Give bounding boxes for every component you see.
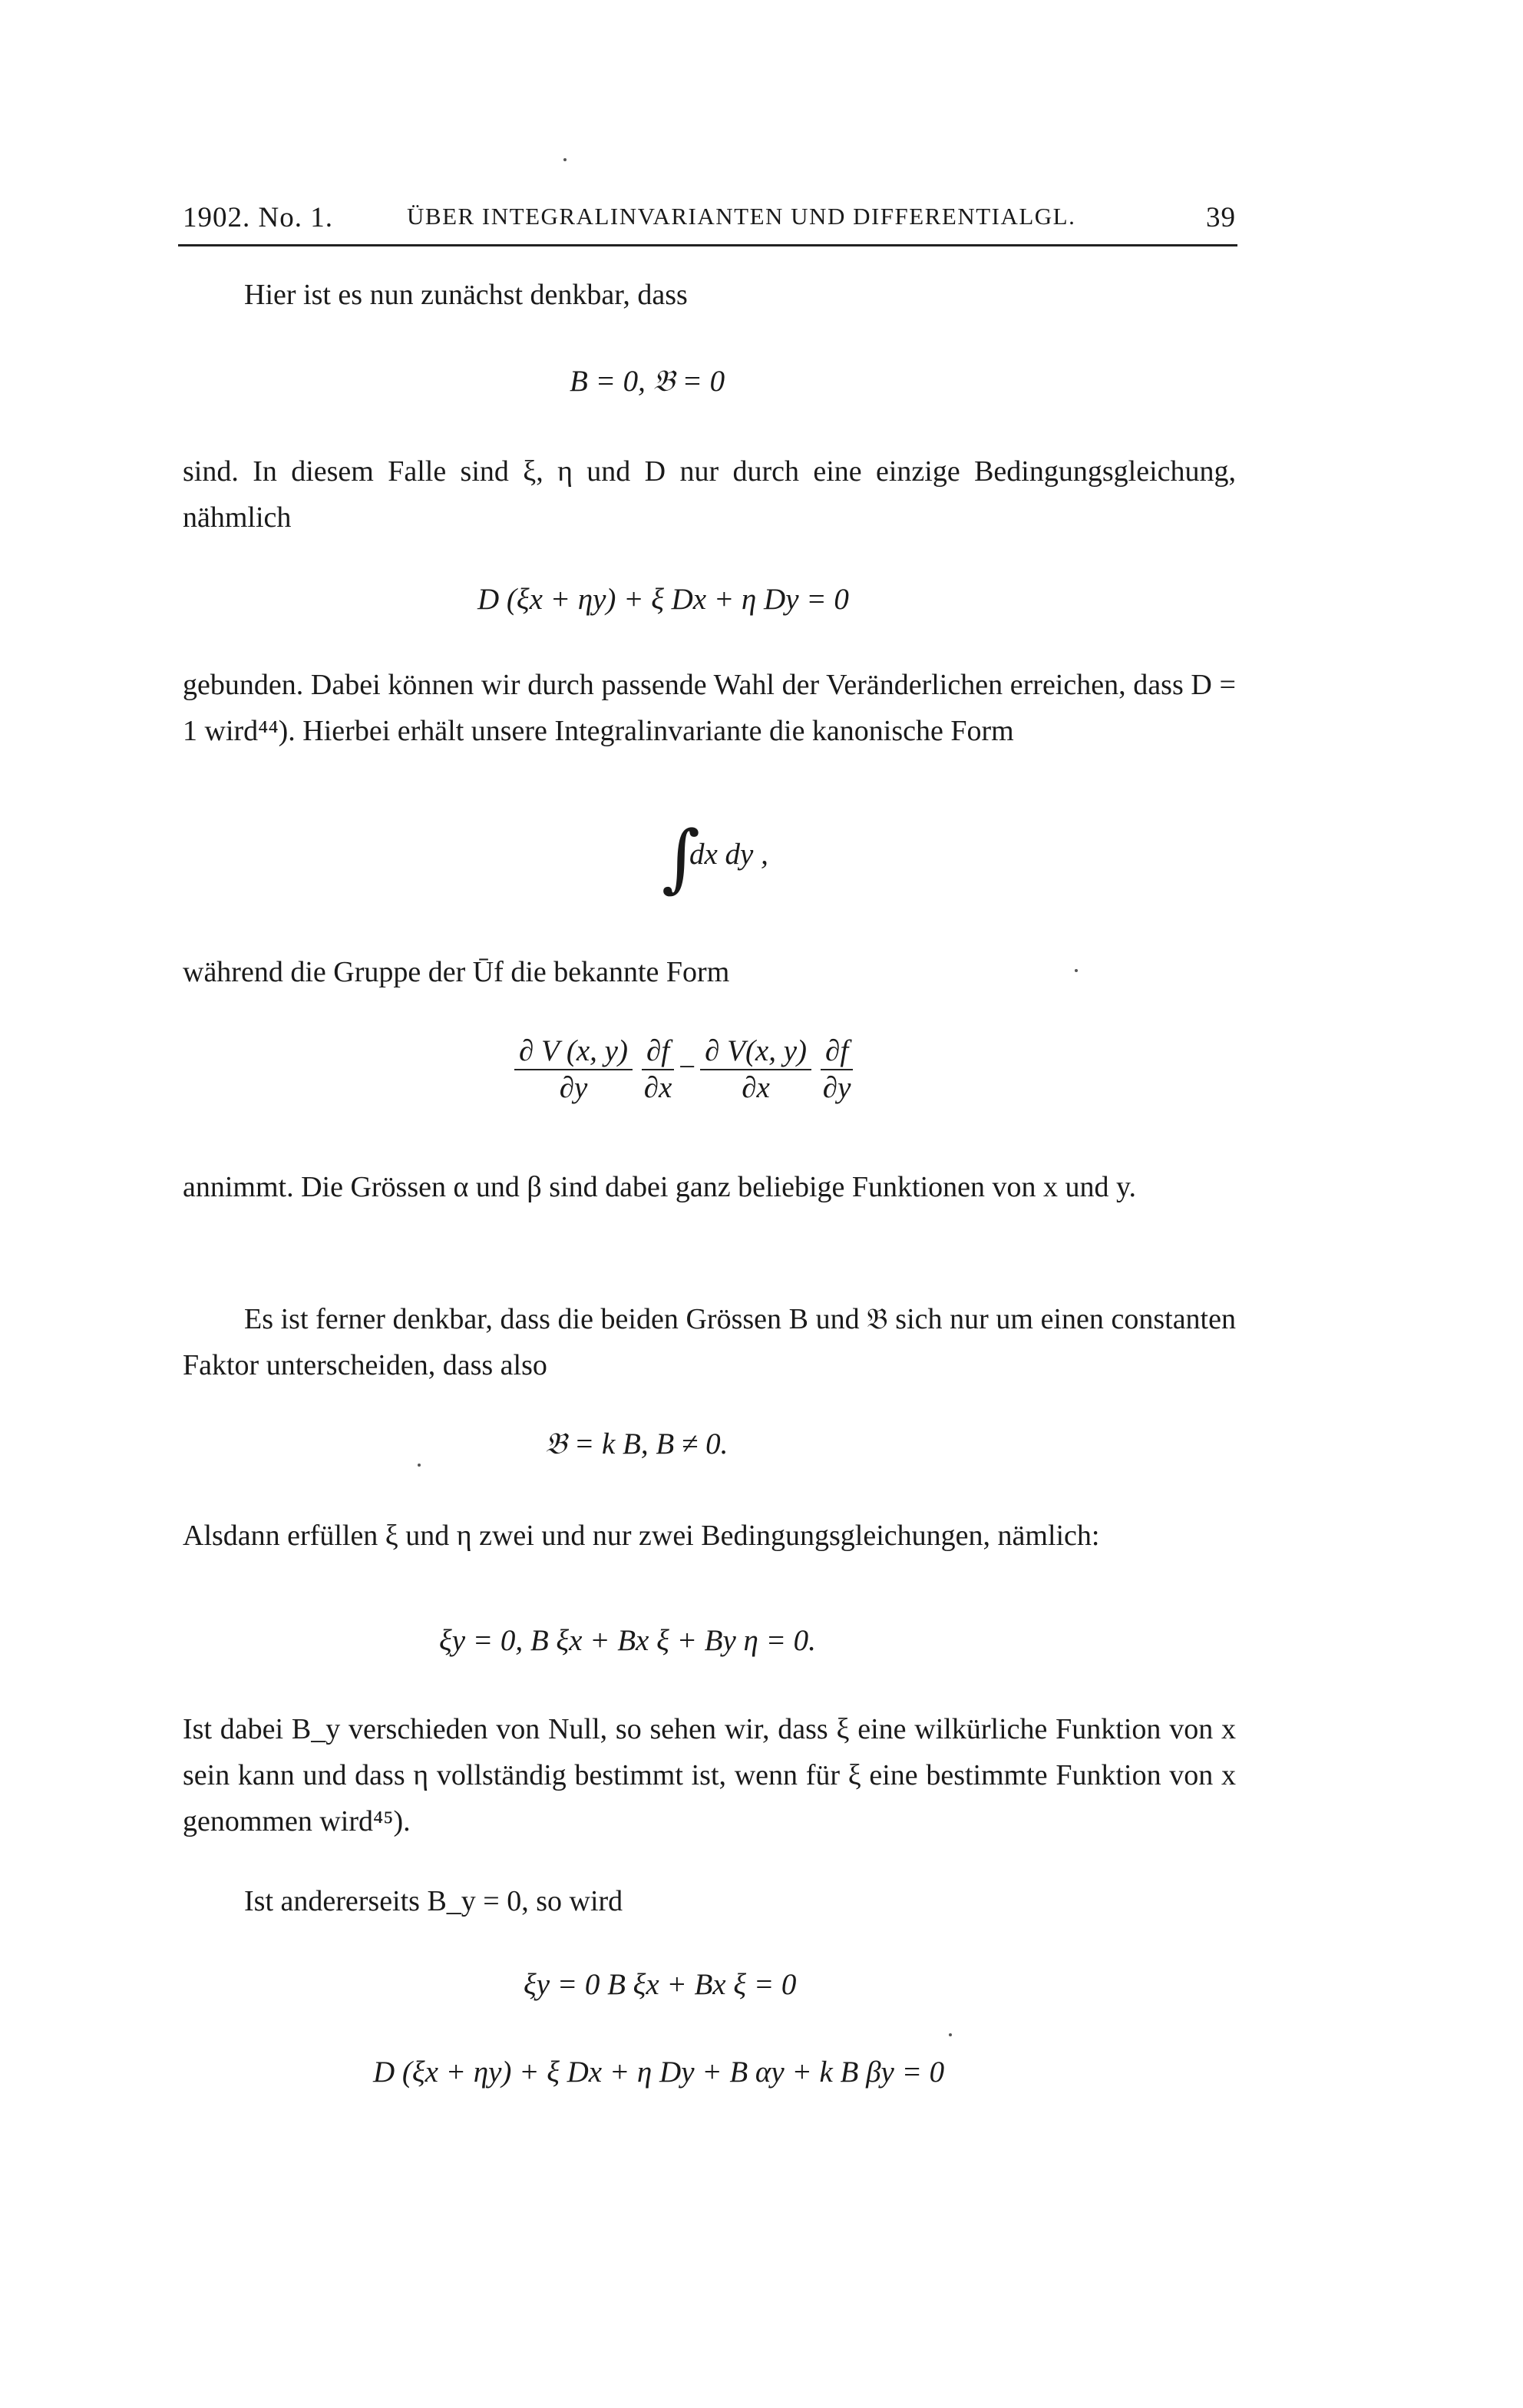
header-title: ÜBER INTEGRALINVARIANTEN UND DIFFERENTIALGL.: [407, 203, 1076, 230]
scan-speck: [563, 158, 567, 161]
scan-speck: [949, 2033, 952, 2036]
equation-2: D (ξx + ηy) + ξ Dx + η Dy = 0: [477, 583, 849, 616]
equation-1: B = 0, 𝔅 = 0: [570, 365, 725, 398]
equation-6: ξy = 0, B ξx + Bx ξ + By η = 0.: [439, 1624, 816, 1657]
paragraph-5: annimmt. Die Grössen α und β sind dabei ganz beliebige Funktionen von x und y.: [183, 1171, 1137, 1203]
paragraph-1: Hier ist es nun zunächst denkbar, dass: [244, 279, 688, 311]
header-rule: [178, 244, 1237, 246]
fraction-dV-dx: $\frac{\partial V(x, y)}{\partial x}$: [700, 1034, 811, 1106]
paragraph-4: während die Gruppe der Ūf die bekannte Form: [183, 956, 730, 988]
paragraph-2: sind. In diesem Falle sind ξ, η und D nur durch eine einzige Bedingungsgleichung, nähmlich: [183, 455, 1236, 534]
header-volume: 1902. No. 1.: [183, 202, 333, 233]
scan-speck: [418, 1464, 421, 1467]
paragraph-6: Es ist ferner denkbar, dass die beiden Grössen B und 𝔅 sich nur um einen constanten Faktor unterscheiden, dass also: [183, 1303, 1236, 1381]
equation-4: [510, 1034, 857, 1106]
equation-8: D (ξx + ηy) + ξ Dx + η Dy + B αy + k B βy = 0: [373, 2056, 945, 2089]
paragraph-9: Ist andererseits B_y = 0, so wird: [244, 1885, 623, 1917]
integral-sign: ∫: [662, 815, 701, 901]
equation-7: ξy = 0 B ξx + Bx ξ = 0: [524, 1968, 797, 2001]
minus-sign: −: [679, 1050, 696, 1083]
fraction-dV-dy: $\frac{\partial V (x, y)}{\partial y}$: [514, 1034, 633, 1106]
fraction-df-dy: $\frac{\partial f}{\partial y}$: [821, 1034, 853, 1106]
running-header: [183, 201, 1236, 241]
page-number: 39: [1206, 202, 1236, 233]
paragraph-3: gebunden. Dabei können wir durch passende Wahl der Veränderlichen erreichen, dass D = 1 wird⁴⁴). Hierbei erhält unsere Integralinvariante die kanonische Form: [183, 669, 1236, 747]
fraction-df-dx: $\frac{\partial f}{\partial x}$: [642, 1034, 674, 1106]
paragraph-8: Ist dabei B_y verschieden von Null, so sehen wir, dass ξ eine wilkürliche Funktion von x sein kann und dass η vollständig bestimmt ist, wenn für ξ eine bestimmte Funktion von x genommen wird⁴⁵).: [183, 1713, 1236, 1837]
equation-5: 𝔅 = k B, B ≠ 0.: [545, 1427, 728, 1460]
scan-speck: [1075, 969, 1078, 972]
paragraph-7: Alsdann erfüllen ξ und η zwei und nur zwei Bedingungsgleichungen, nämlich:: [183, 1520, 1100, 1552]
equation-3: dx dy ,: [689, 838, 768, 871]
